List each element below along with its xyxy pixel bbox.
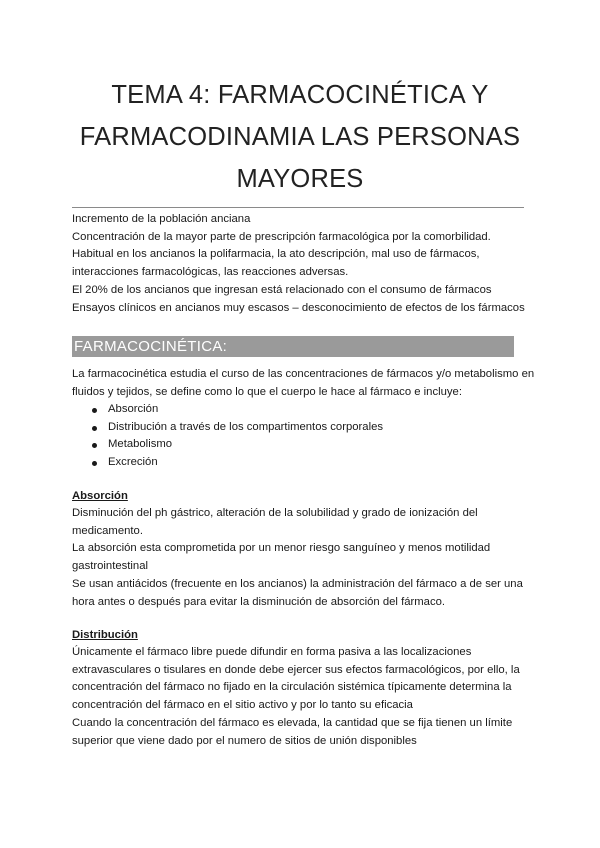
farmacocinetica-paragraph — [72, 366, 535, 401]
text-line: interacciones farmacológicas, las reacciones adversas. — [72, 266, 349, 279]
list-item — [72, 401, 528, 419]
text-line: gastrointestinal — [72, 560, 148, 573]
text-line: Cuando la concentración del fármaco es elevada, la cantidad que se fija tienen un límite — [72, 716, 513, 729]
section-banner-farmacocinetica: FARMACOCINÉTICA: — [72, 336, 514, 357]
bullet-icon — [92, 443, 97, 448]
text-line: hora antes o después para evitar la disminución de absorción del fármaco. — [72, 595, 446, 608]
title-line: FARMACODINAMIA LAS PERSONAS — [79, 123, 521, 151]
bullet-list — [72, 401, 528, 472]
text-line: superior que viene dado por el numero de sitios de unión disponibles — [72, 734, 417, 747]
bullet-icon — [92, 426, 97, 431]
text-line: Se usan antiácidos (frecuente en los ancianos) la administración del fármaco a de ser una — [72, 577, 523, 590]
bullet-icon — [92, 408, 97, 413]
text-line: concentración del fármaco no fijado en la circulación sistémica típicamente determina la — [72, 681, 512, 694]
list-item-label: Distribución a través de los compartimentos corporales — [108, 420, 384, 433]
list-item — [72, 419, 528, 437]
text-line: Únicamente el fármaco libre puede difundir en forma pasiva a las localizaciones — [72, 646, 472, 658]
list-item — [72, 454, 528, 472]
text-line: La farmacocinética estudia el curso de las concentraciones de fármacos y/o metabolismo en — [72, 368, 535, 380]
title-line: TEMA 4: FARMACOCINÉTICA Y — [111, 81, 489, 109]
absorcion-paragraph — [72, 505, 528, 611]
list-item-label: Excreción — [108, 456, 158, 469]
intro-paragraph — [72, 211, 528, 317]
text-line: Concentración de la mayor parte de prescripción farmacológica por la comorbilidad. — [72, 230, 491, 243]
text-line: extravasculares o tisulares en donde debe ejercer sus efectos farmacológicos, por ello, la — [72, 663, 520, 676]
text-line: Habitual en los ancianos la polifarmacia, la ato descripción, mal uso de fármacos, — [72, 248, 480, 261]
text-line: Incremento de la población anciana — [72, 213, 251, 225]
text-line: Ensayos clínicos en ancianos muy escasos – desconocimiento de efectos de los fármacos — [72, 301, 525, 314]
bullet-icon — [92, 461, 97, 466]
list-item-label: Metabolismo — [108, 438, 173, 451]
text-line: Disminución del ph gástrico, alteración de la solubilidad y grado de ionización del — [72, 507, 478, 519]
list-item — [72, 436, 528, 454]
text-line: concentración del fármaco en el sitio activo y por lo tanto su eficacia — [72, 699, 413, 712]
text-line: La absorción esta comprometida por un menor riesgo sanguíneo y menos motilidad — [72, 542, 491, 555]
title-line: MAYORES — [236, 165, 364, 193]
page-title — [72, 74, 528, 200]
distribucion-paragraph — [72, 644, 528, 750]
section-heading-absorcion: Absorción — [72, 490, 128, 502]
text-line: fluidos y tejidos, se define como lo que el cuerpo le hace al fármaco e incluye: — [72, 385, 462, 398]
text-line: El 20% de los ancianos que ingresan está relacionado con el consumo de fármacos — [72, 283, 492, 296]
title-divider — [72, 207, 524, 208]
list-item-label: Absorción — [108, 403, 159, 415]
text-line: medicamento. — [72, 524, 143, 537]
section-heading-distribucion: Distribución — [72, 629, 138, 641]
